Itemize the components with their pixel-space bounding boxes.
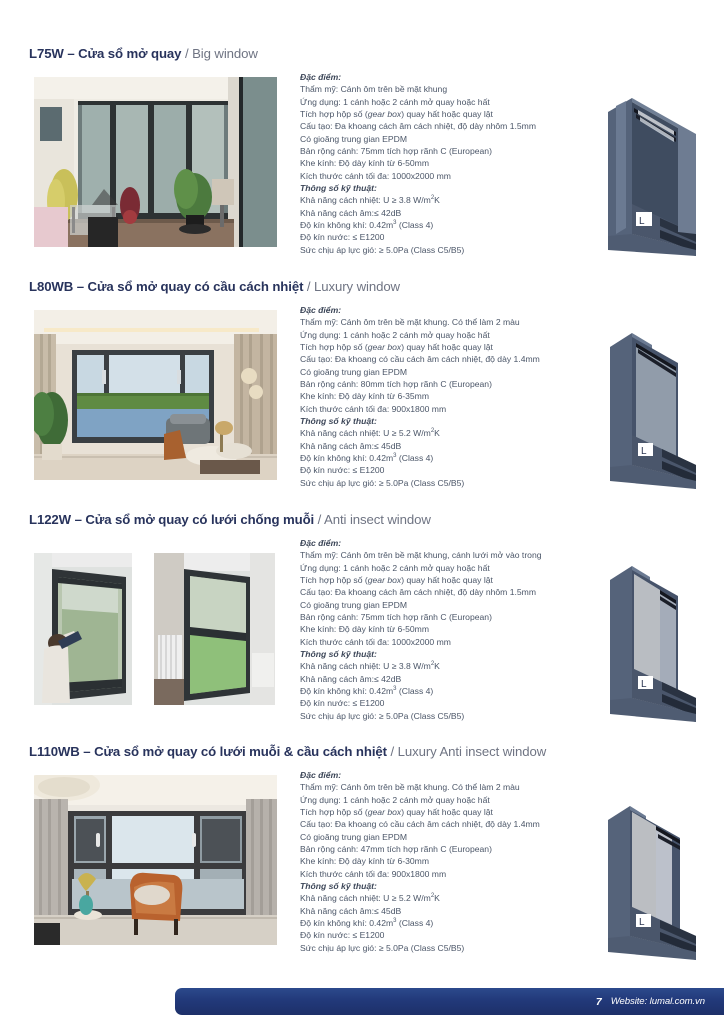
- spec-line: Khả năng cách âm:≤ 42dB: [300, 673, 402, 684]
- feature-line: Bản rộng cánh: 80mm tích hợp rãnh C (European): [300, 379, 492, 390]
- feature-line: Kích thước cánh tối đa: 900x1800 mm: [300, 403, 447, 414]
- feature-line: Bản rộng cánh: 75mm tích hợp rãnh C (European): [300, 146, 492, 157]
- product-title-vn: L122W – Cửa sổ mở quay có lưới chống muỗi: [29, 512, 315, 527]
- product-title-en: / Luxury Anti insect window: [386, 744, 547, 759]
- feature-line: Tích hợp hộp số (gear box) quay hất hoặc quay lật: [300, 807, 493, 818]
- product-title: [29, 46, 258, 61]
- page-footer-bar: [175, 988, 724, 1015]
- product-photo: [34, 775, 277, 945]
- feature-line: Khe kính: Độ dày kính từ 6-30mm: [300, 856, 429, 867]
- feature-line: Kích thước cánh tối đa: 1000x2000 mm: [300, 170, 451, 181]
- feature-line: Ứng dụng: 1 cánh hoặc 2 cánh mở quay hoặc hất: [300, 96, 490, 107]
- feature-line: Cấu tạo: Đa khoang cách âm cách nhiệt, độ dày nhôm 1.5mm: [300, 587, 536, 598]
- product-profile-render: [592, 550, 704, 728]
- spec-line: Độ kín không khí: $0.42m^3$ (Class 4): [300, 918, 434, 929]
- spec-line: Độ kín nước: ≤ E1200: [300, 698, 385, 709]
- features-heading: Đặc điểm:: [300, 770, 342, 780]
- spec-line: Độ kín không khí: $0.42m^3$ (Class 4): [300, 220, 434, 231]
- website-label: Website: lumal.com.vn: [610, 996, 705, 1007]
- footer-content: [596, 988, 705, 1015]
- product-title-en: / Anti insect window: [314, 512, 431, 527]
- svg-text:L: L: [641, 446, 647, 457]
- product-photo: [34, 77, 277, 247]
- spec-line: Sức chịu áp lực gió: ≥ 5.0Pa (Class C5/B5): [300, 477, 465, 488]
- product-profile-render: [592, 786, 704, 964]
- product-profile-render: [592, 84, 704, 262]
- spec-line: Độ kín không khí: $0.42m^3$ (Class 4): [300, 686, 434, 697]
- feature-line: Ứng dụng: 1 cánh hoặc 2 cánh mở quay hoặc hất: [300, 562, 490, 573]
- feature-line: Khe kính: Độ dày kính từ 6-35mm: [300, 391, 429, 402]
- spec-line: Sức chịu áp lực gió: ≥ 5.0Pa (Class C5/B5): [300, 942, 465, 953]
- product-title-en: / Luxury window: [303, 279, 400, 294]
- spec-line: Độ kín không khí: $0.42m^3$ (Class 4): [300, 453, 434, 464]
- feature-line: Kích thước cánh tối đa: 900x1800 mm: [300, 868, 447, 879]
- feature-line: Thẩm mỹ: Cánh ôm trên bề mặt khung, cánh lưới mở vào trong: [300, 550, 542, 561]
- feature-line: Ứng dụng: 1 cánh hoặc 2 cánh mở quay hoặc hất: [300, 329, 490, 340]
- specs-heading: Thông số kỹ thuật:: [300, 881, 377, 892]
- photo-armchair-panoramic-window: [34, 775, 277, 945]
- product-specs: [300, 71, 600, 256]
- feature-line: Có gioăng trung gian EPDM: [300, 599, 408, 610]
- features-heading: Đặc điểm:: [300, 72, 342, 82]
- spec-line: Sức chịu áp lực gió: ≥ 5.0Pa (Class C5/B5): [300, 710, 465, 721]
- feature-line: Bản rộng cánh: 47mm tích hợp rãnh C (European): [300, 844, 492, 855]
- photo-living-room-city-view: [34, 310, 277, 480]
- photo-patio-interior: [34, 77, 277, 247]
- page-number: 7: [595, 995, 602, 1008]
- product-title-vn: L80WB – Cửa sổ mở quay có cầu cách nhiệt: [29, 279, 304, 294]
- product-photo: [34, 543, 277, 713]
- feature-line: Ứng dụng: 1 cánh hoặc 2 cánh mở quay hoặc hất: [300, 794, 490, 805]
- spec-line: Độ kín nước: ≤ E1200: [300, 930, 385, 941]
- feature-line: Khe kính: Độ dày kính từ 6-50mm: [300, 158, 429, 169]
- spec-line: Khả năng cách nhiệt: U ≥ 3.8 $W/m^2K$: [300, 195, 440, 206]
- product-title-vn: L110WB – Cửa sổ mở quay có lưới muỗi & cầu cách nhiệt: [29, 744, 387, 759]
- product-photo: [34, 310, 277, 480]
- spec-line: Độ kín nước: ≤ E1200: [300, 232, 385, 243]
- specs-heading: Thông số kỹ thuật:: [300, 416, 377, 427]
- features-heading: Đặc điểm:: [300, 538, 342, 548]
- product-title: [29, 279, 400, 294]
- product-title: [29, 744, 546, 759]
- svg-text:L: L: [639, 917, 645, 928]
- feature-line: Có gioăng trung gian EPDM: [300, 133, 408, 144]
- spec-line: Khả năng cách âm:≤ 45dB: [300, 905, 402, 916]
- product-title-vn: L75W – Cửa sổ mở quay: [29, 46, 182, 61]
- feature-line: Tích hợp hộp số (gear box) quay hất hoặc quay lật: [300, 109, 493, 120]
- feature-line: Thẩm mỹ: Cánh ôm trên bề mặt khung: [300, 84, 448, 95]
- feature-line: Tích hợp hộp số (gear box) quay hất hoặc quay lật: [300, 342, 493, 353]
- spec-line: Khả năng cách âm:≤ 42dB: [300, 207, 402, 218]
- svg-text:L: L: [641, 679, 647, 690]
- feature-line: Thẩm mỹ: Cánh ôm trên bề mặt khung. Có thể làm 2 màu: [300, 317, 520, 328]
- product-specs: [300, 304, 600, 489]
- specs-heading: Thông số kỹ thuật:: [300, 183, 377, 194]
- feature-line: Có gioăng trung gian EPDM: [300, 366, 408, 377]
- product-profile-render: [592, 317, 704, 495]
- photo-insect-screen-window-pair: [34, 543, 277, 713]
- spec-line: Khả năng cách nhiệt: U ≥ 3.8 $W/m^2K$: [300, 661, 440, 672]
- feature-line: Cấu tạo: Đa khoang cách âm cách nhiệt, độ dày nhôm 1.5mm: [300, 121, 536, 132]
- product-title: [29, 512, 431, 527]
- feature-line: Bản rộng cánh: 75mm tích hợp rãnh C (European): [300, 612, 492, 623]
- spec-line: Khả năng cách âm:≤ 45dB: [300, 440, 402, 451]
- feature-line: Cấu tạo: Đa khoang có cầu cách âm cách nhiệt, độ dày 1.4mm: [300, 354, 540, 365]
- feature-line: Cấu tạo: Đa khoang có cầu cách âm cách nhiệt, độ dày 1.4mm: [300, 819, 540, 830]
- svg-text:L: L: [639, 216, 645, 227]
- spec-line: Sức chịu áp lực gió: ≥ 5.0Pa (Class C5/B5): [300, 244, 465, 255]
- feature-line: Khe kính: Độ dày kính từ 6-50mm: [300, 624, 429, 635]
- features-heading: Đặc điểm:: [300, 305, 342, 315]
- feature-line: Thẩm mỹ: Cánh ôm trên bề mặt khung. Có thể làm 2 màu: [300, 782, 520, 793]
- feature-line: Có gioăng trung gian EPDM: [300, 831, 408, 842]
- spec-line: Khả năng cách nhiệt: U ≥ 5.2 $W/m^2K$: [300, 893, 440, 904]
- feature-line: Kích thước cánh tối đa: 1000x2000 mm: [300, 636, 451, 647]
- product-title-en: / Big window: [181, 46, 258, 61]
- specs-heading: Thông số kỹ thuật:: [300, 649, 377, 660]
- product-specs: [300, 769, 600, 954]
- product-specs: [300, 537, 600, 722]
- spec-line: Khả năng cách nhiệt: U ≥ 5.2 $W/m^2K$: [300, 428, 440, 439]
- feature-line: Tích hợp hộp số (gear box) quay hất hoặc quay lật: [300, 575, 493, 586]
- spec-line: Độ kín nước: ≤ E1200: [300, 465, 385, 476]
